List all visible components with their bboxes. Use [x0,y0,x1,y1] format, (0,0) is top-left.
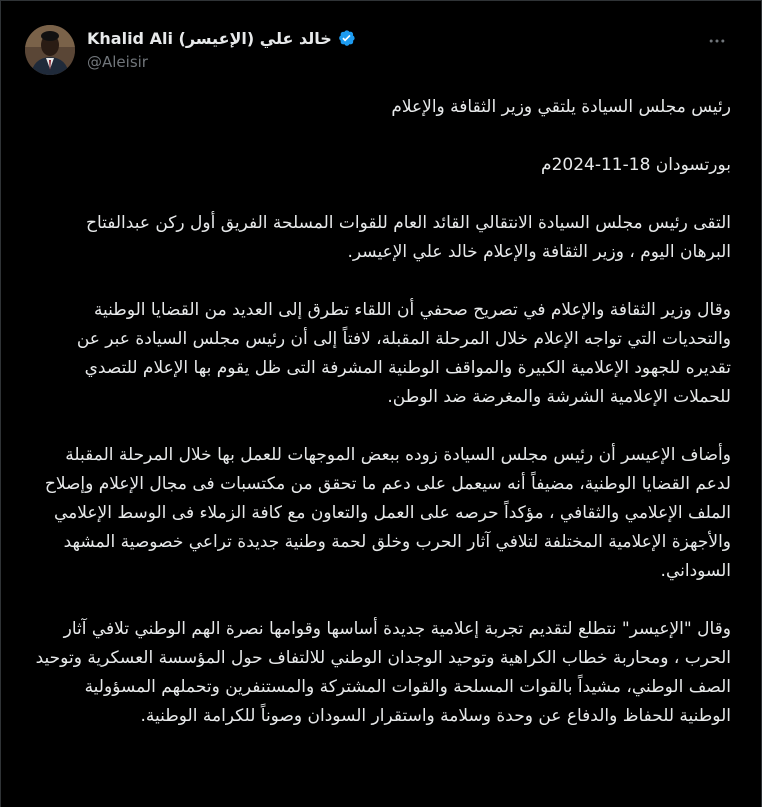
tweet-paragraph: وقال وزير الثقافة والإعلام في تصريح صحفي أن اللقاء تطرق إلى العديد من القضايا الوطنية والتحديات التي تواجه الإعلام خلال المرحلة المقبلة، لافتاً إلى أن رئيس مجلس السيادة عبر عن تقديره للجهود الإعلامية الكبيرة والمواقف الوطنية المشرفة التى ظل يقوم بها الإعلام للتصدي للحملات الإعلامية الشرشة والمغرضة ضد الوطن. [76,300,731,407]
tweet-paragraph-headline: رئيس مجلس السيادة يلتقي وزير الثقافة والإعلام [391,97,731,117]
verified-badge-icon[interactable] [336,28,356,48]
tweet-paragraph-dateline: بورتسودان 18-11-2024م [541,155,731,175]
tweet-text [31,93,731,760]
more-options-button[interactable] [705,29,729,53]
tweet-header [25,25,737,77]
ellipsis-icon [707,31,727,51]
avatar[interactable] [25,25,75,75]
display-name[interactable]: Khalid Ali (الإعيسر) خالد علي [87,28,332,48]
user-avatar-photo-icon [25,25,75,75]
tweet-paragraph: وقال "الإعيسر" نتطلع لتقديم تجربة إعلامية جديدة أساسها وقوامها نصرة الهم الوطني تلافي آثار الحرب ، ومحاربة خطاب الكراهية وتوحيد الوجدان الوطني للالتفاف حول المؤسسة العسكرية وتوحيد الصف الوطني، مشيداً بالقوات المسلحة والقوات المشتركة والمستنفرين وتحملهم المسؤولية الوطنية للحفاظ والدفاع عن وحدة وسلامة واستقرار السودان وصوناً للكرامة الوطنية. [35,619,731,726]
author-names [87,27,356,73]
name-row [87,27,356,49]
tweet-paragraph: وأضاف الإعيسر أن رئيس مجلس السيادة زوده ببعض الموجهات للعمل بها خلال المرحلة المقبلة لدعم القضايا الوطنية، مضيفاً أنه سيعمل على دعم ما تحقق من مكتسبات فى مجال الإعلام وإصلاح الملف الإعلامي والثقافي ، مؤكداً حرصه على العمل والتعاون مع كافة الزملاء فى الوسط الإعلامي والأجهزة الإعلامية المختلفة لتلافي آثار الحرب وخلق لحمة وطنية جديدة تراعي خصوصية المشهد السوداني. [44,445,731,581]
author-handle[interactable]: @Aleisir [87,53,148,71]
tweet-paragraph: التقى رئيس مجلس السيادة الانتقالي القائد العام للقوات المسلحة الفريق أول ركن عبدالفتاح البرهان اليوم ، وزير الثقافة والإعلام خالد علي الإعيسر. [85,213,731,262]
